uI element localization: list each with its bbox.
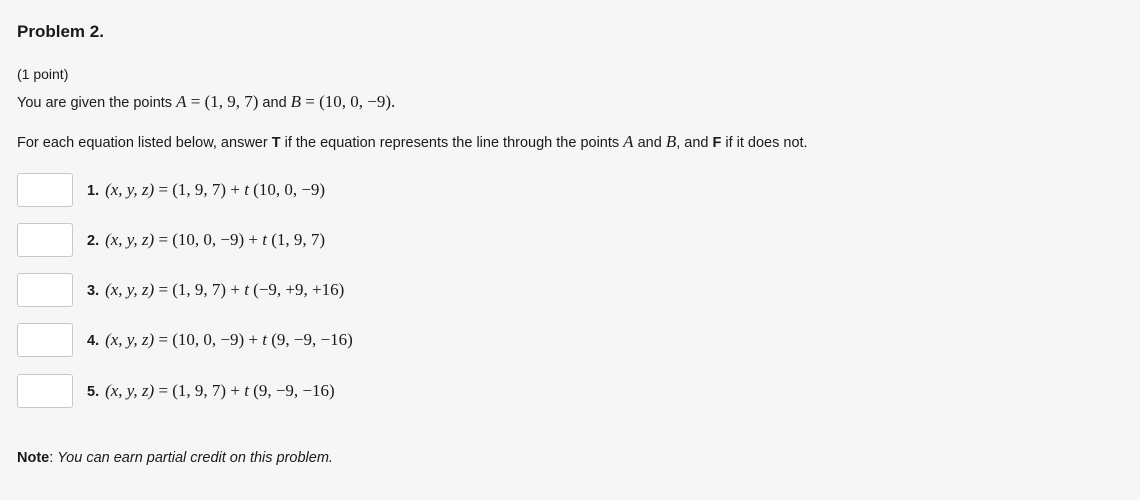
equation-expression: [105, 381, 335, 401]
equation-item-5: [17, 373, 335, 409]
equation-2: [87, 230, 325, 250]
instruction-false-key: F: [712, 135, 722, 151]
equation-rhs-end: (−9, +9, +16): [248, 280, 345, 299]
equation-expression: [105, 230, 325, 250]
equation-parameter: t: [244, 381, 249, 400]
answer-input-3[interactable]: [17, 273, 73, 307]
answer-input-5[interactable]: [17, 374, 73, 408]
answer-input-4[interactable]: [17, 323, 73, 357]
point-b-name: B: [290, 92, 302, 111]
equation-lhs: (x, y, z): [105, 230, 155, 249]
given-and: and: [258, 95, 291, 111]
equation-expression: [105, 280, 344, 300]
equation-expression: [105, 330, 353, 350]
instruction-point-a: A: [623, 132, 634, 151]
note-label: Note: [17, 450, 50, 466]
instruction-point-b: B: [665, 132, 677, 151]
point-b-value: = (10, 0, −9).: [301, 92, 396, 111]
equation-lhs: (x, y, z): [105, 330, 155, 349]
answer-input-1[interactable]: [17, 173, 73, 207]
equation-item-4: [17, 322, 353, 358]
instruction-part4: if it does not.: [721, 135, 808, 151]
problem-title: Problem 2.: [17, 22, 104, 41]
equation-rhs-end: (10, 0, −9): [248, 180, 326, 199]
point-b-equation: [291, 92, 396, 111]
equation-rhs-start: = (1, 9, 7) +: [154, 381, 245, 400]
instruction-true-key: T: [271, 135, 281, 151]
equation-lhs: (x, y, z): [105, 180, 155, 199]
partial-credit-note: [17, 448, 333, 468]
equation-3: [87, 280, 344, 300]
equation-rhs-start: = (10, 0, −9) +: [154, 330, 263, 349]
instruction-text: [17, 132, 808, 153]
equation-rhs-end: (1, 9, 7): [267, 230, 326, 249]
given-prefix: You are given the points: [17, 95, 177, 111]
equation-item-1: [17, 172, 325, 208]
equation-rhs-end: (9, −9, −16): [267, 330, 353, 349]
equation-number: 2.: [87, 233, 100, 249]
problem-points: (1 point): [17, 66, 69, 82]
point-a-value: = (1, 9, 7): [186, 92, 259, 111]
instruction-part3: , and: [676, 135, 713, 151]
equation-1: [87, 180, 325, 200]
equation-lhs: (x, y, z): [105, 381, 155, 400]
instruction-part1: For each equation listed below, answer: [17, 135, 272, 151]
answer-input-2[interactable]: [17, 223, 73, 257]
equation-rhs-end: (9, −9, −16): [248, 381, 335, 400]
equation-parameter: t: [262, 230, 268, 249]
point-a-name: A: [176, 92, 187, 111]
equation-item-3: [17, 272, 344, 308]
equation-number: 3.: [87, 283, 100, 299]
equation-item-2: [17, 222, 325, 258]
given-points-statement: [17, 92, 395, 113]
equation-rhs-start: = (10, 0, −9) +: [154, 230, 263, 249]
equation-lhs: (x, y, z): [105, 280, 155, 299]
instruction-part2: if the equation represents the line through the points: [280, 135, 624, 151]
equation-number: 1.: [87, 183, 100, 199]
equation-number: 5.: [87, 384, 100, 400]
point-a-equation: [176, 92, 258, 111]
equation-number: 4.: [87, 333, 100, 349]
equation-parameter: t: [244, 180, 249, 199]
note-separator: :: [49, 450, 58, 466]
equation-parameter: t: [244, 280, 249, 299]
equation-parameter: t: [262, 330, 268, 349]
equation-expression: [105, 180, 325, 200]
equation-rhs-start: = (1, 9, 7) +: [154, 280, 245, 299]
note-text: You can earn partial credit on this problem.: [57, 450, 333, 466]
equation-5: [87, 381, 335, 401]
equation-rhs-start: = (1, 9, 7) +: [154, 180, 245, 199]
instruction-and: and: [633, 135, 666, 151]
equation-4: [87, 330, 353, 350]
